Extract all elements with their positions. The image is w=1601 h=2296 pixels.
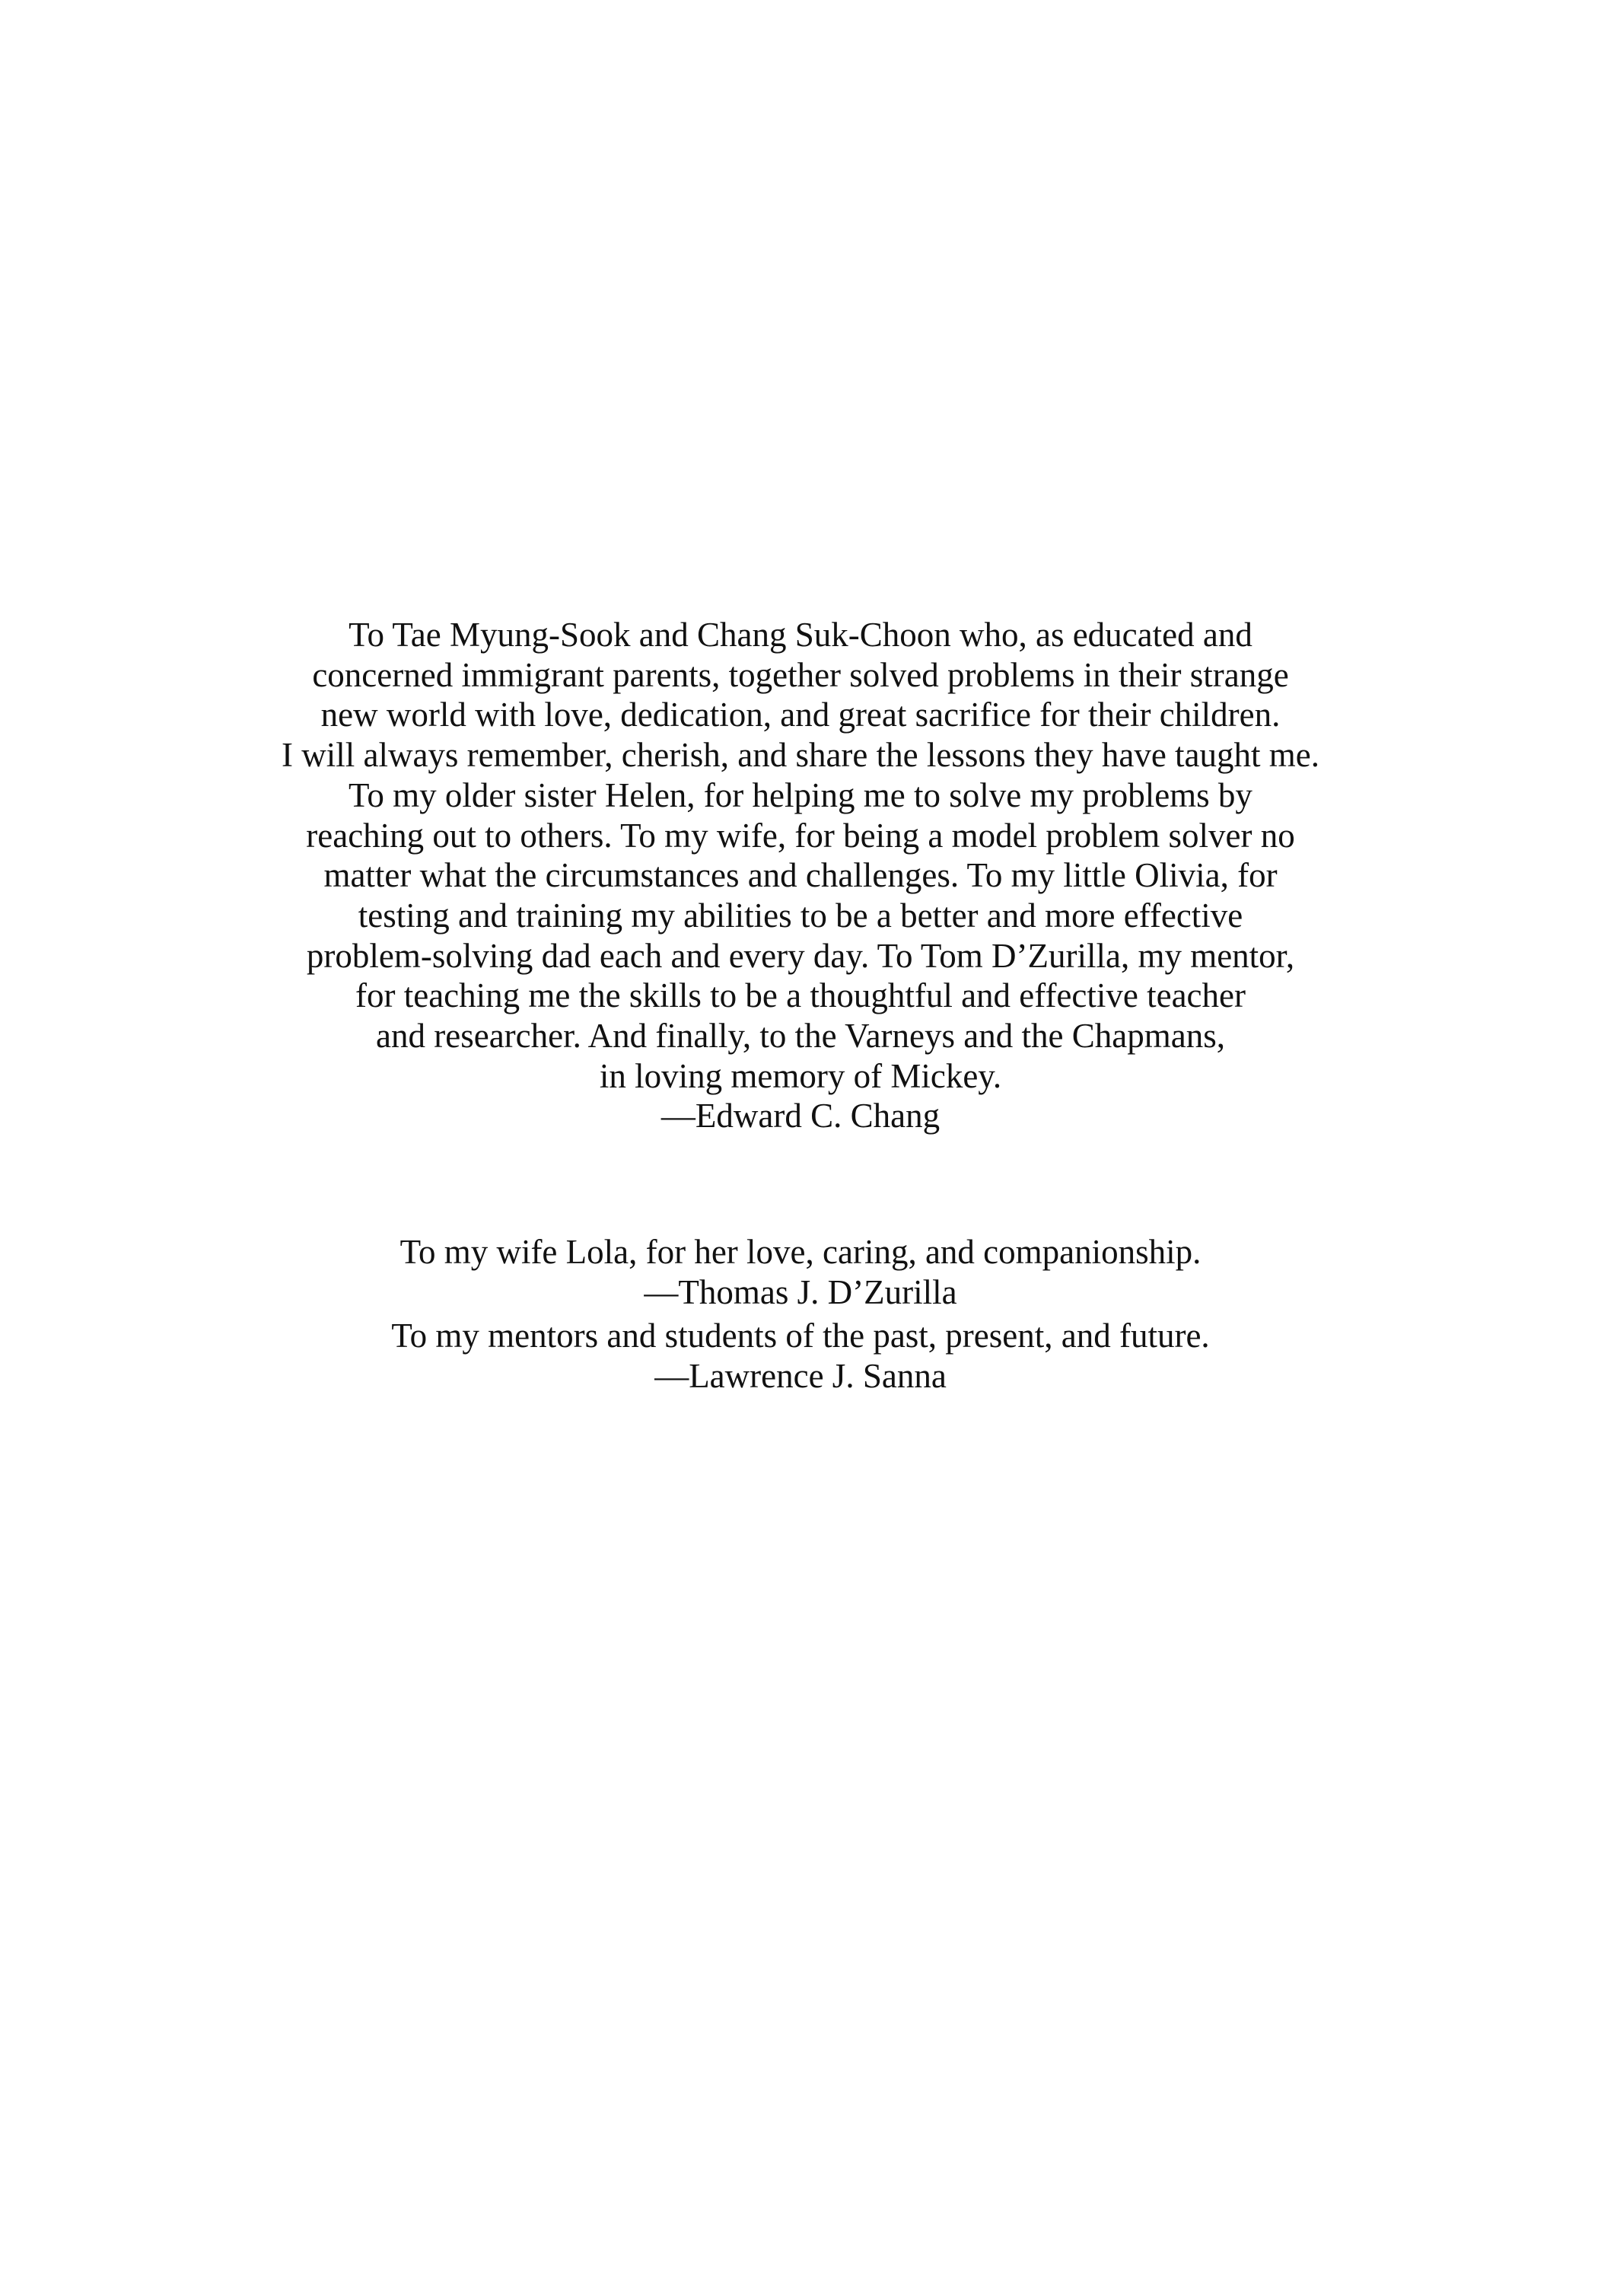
dedication-signature: —Edward C. Chang: [660, 1097, 941, 1135]
dedication-edward-chang: [0, 615, 1601, 1136]
dedication-line: in loving memory of Mickey.: [599, 1056, 1002, 1095]
dedication-thomas-dzurilla: [0, 1232, 1601, 1312]
dedication-line: To my older sister Helen, for helping me to solve my problems by: [349, 775, 1252, 814]
dedication-line: matter what the circumstances and challenges. To my little Olivia, for: [323, 856, 1278, 895]
dedication-line: and researcher. And finally, to the Varneys and the Chapmans,: [376, 1017, 1225, 1056]
dedication-signature: —Lawrence J. Sanna: [654, 1356, 947, 1395]
dedication-line: new world with love, dedication, and great sacrifice for their children.: [320, 696, 1281, 734]
dedication-line: I will always remember, cherish, and share the lessons they have taught me.: [281, 736, 1320, 775]
dedication-line: concerned immigrant parents, together solved problems in their strange: [312, 655, 1289, 694]
dedication-line: problem-solving dad each and every day. To Tom D’Zurilla, my mentor,: [306, 936, 1295, 975]
dedication-line: reaching out to others. To my wife, for being a model problem solver no: [306, 816, 1295, 855]
dedication-lawrence-sanna: [0, 1316, 1601, 1396]
dedication-line: To Tae Myung-Sook and Chang Suk-Choon who, as educated and: [349, 616, 1252, 654]
dedication-line: testing and training my abilities to be a better and more effective: [358, 896, 1243, 935]
dedication-signature: —Thomas J. D’Zurilla: [644, 1272, 957, 1311]
dedication-line: To my wife Lola, for her love, caring, and companionship.: [399, 1233, 1202, 1271]
dedication-line: for teaching me the skills to be a thoughtful and effective teacher: [355, 976, 1246, 1015]
dedication-line: To my mentors and students of the past, present, and future.: [391, 1317, 1210, 1355]
